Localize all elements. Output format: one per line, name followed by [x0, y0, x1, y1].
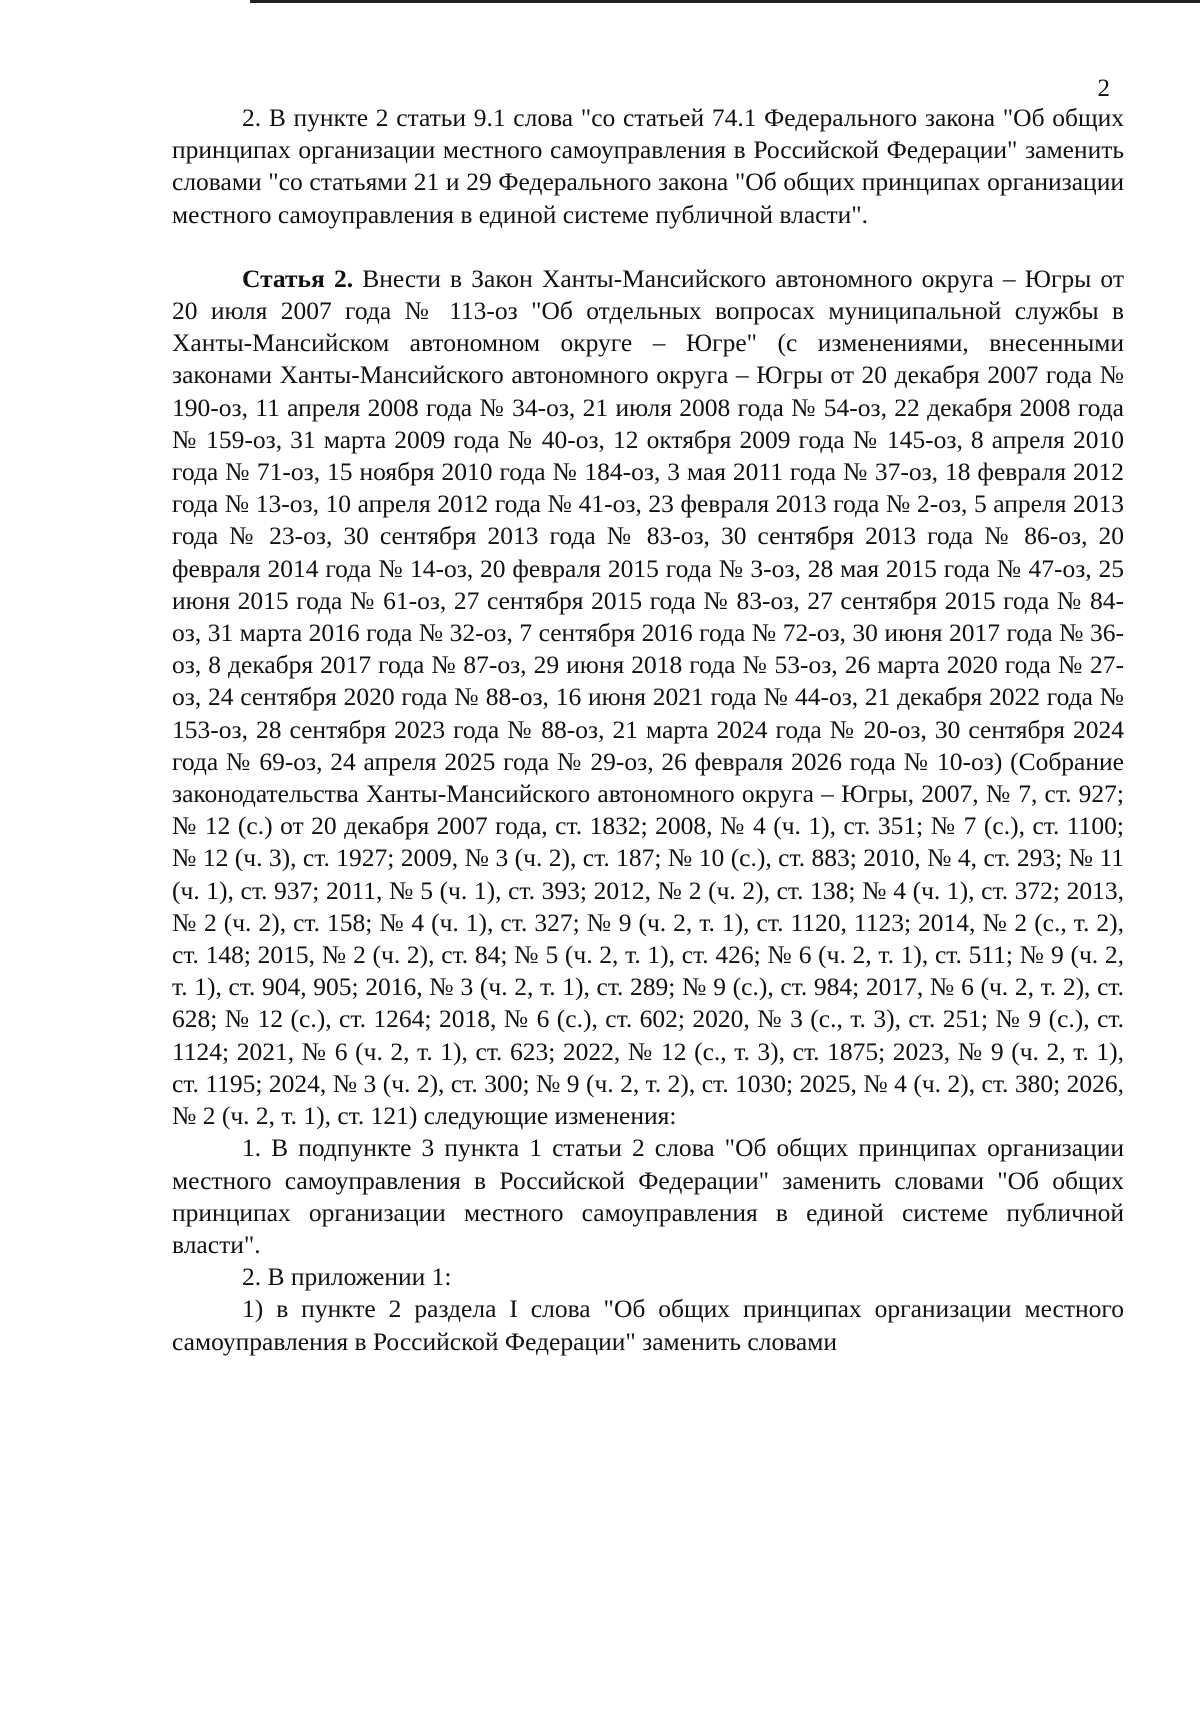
- paragraph-subitem-2-1: 1) в пункте 2 раздела I слова "Об общих принципах организации местного самоуправления в Российской Федерации" заменить словами: [172, 1294, 1124, 1356]
- paragraph-subitem-1: 1. В подпункте 3 пункта 1 статьи 2 слова "Об общих принципах организации местного самоуправления в Российской Федерации" заменить словами "Об общих принципах организации местного самоуправления в единой системе публичной власти".: [172, 1133, 1124, 1259]
- page-number: 2: [1097, 75, 1110, 102]
- paragraph-article-2: [172, 263, 1124, 1132]
- document-body: [172, 102, 1124, 1358]
- article-2-text: Внести в Закон Ханты-Мансийского автономного округа – Югры от 20 июля 2007 года № 113-оз "Об отдельных вопросах муниципальной службы в Ханты-Мансийском автономном округе – Югре" (с изменениями, внесенными законами Ханты-Мансийского автономного округа – Югры от 20 декабря 2007 года № 190-оз, 11 апреля 2008 года № 34-оз, 21 июля 2008 года № 54-оз, 22 декабря 2008 года № 159-оз, 31 марта 2009 года № 40-оз, 12 октября 2009 года № 145-оз, 8 апреля 2010 года № 71-оз, 15 ноября 2010 года № 184-оз, 3 мая 2011 года № 37-оз, 18 февраля 2012 года № 13-оз, 10 апреля 2012 года № 41-оз, 23 февраля 2013 года № 2-оз, 5 апреля 2013 года № 23-оз, 30 сентября 2013 года № 83-оз, 30 сентября 2013 года № 86-оз, 20 февраля 2014 года № 14-оз, 20 февраля 2015 года № 3-оз, 28 мая 2015 года № 47-оз, 25 июня 2015 года № 61-оз, 27 сентября 2015 года № 83-оз, 27 сентября 2015 года № 84-оз, 31 марта 2016 года № 32-оз, 7 сентября 2016 года № 72-оз, 30 июня 2017 года № 36-оз, 8 декабря 2017 года № 87-оз, 29 июня 2018 года № 53-оз, 26 марта 2020 года № 27-оз, 24 сентября 2020 года № 88-оз, 16 июня 2021 года № 44-оз, 21 декабря 2022 года № 153-оз, 28 сентября 2023 года № 88-оз, 21 марта 2024 года № 20-оз, 30 сентября 2024 года № 69-оз, 24 апреля 2025 года № 29-оз, 26 февраля 2026 года № 10-оз) (Собрание законодательства Ханты-Мансийского автономного округа – Югры, 2007, № 7, ст. 927; № 12 (с.) от 20 декабря 2007 года, ст. 1832; 2008, № 4 (ч. 1), ст. 351; № 7 (с.), ст. 1100; № 12 (ч. 3), ст. 1927; 2009, № 3 (ч. 2), ст. 187; № 10 (с.), ст. 883; 2010, № 4, ст. 293; № 11 (ч. 1), ст. 937; 2011, № 5 (ч. 1), ст. 393; 2012, № 2 (ч. 2), ст. 138; № 4 (ч. 1), ст. 372; 2013, № 2 (ч. 2), ст. 158; № 4 (ч. 1), ст. 327; № 9 (ч. 2, т. 1), ст. 1120, 1123; 2014, № 2 (с., т. 2), ст. 148; 2015, № 2 (ч. 2), ст. 84; № 5 (ч. 2, т. 1), ст. 426; № 6 (ч. 2, т. 1), ст. 511; № 9 (ч. 2, т. 1), ст. 904, 905; 2016, № 3 (ч. 2, т. 1), ст. 289; № 9 (с.), ст. 984; 2017, № 6 (ч. 2, т. 2), ст. 628; № 12 (с.), ст. 1264; 2018, № 6 (с.), ст. 602; 2020, № 3 (с., т. 3), ст. 251; № 9 (с.), ст. 1124; 2021, № 6 (ч. 2, т. 1), ст. 623; 2022, № 12 (с., т. 3), ст. 1875; 2023, № 9 (ч. 2, т. 1), ст. 1195; 2024, № 3 (ч. 2), ст. 300; № 9 (ч. 2, т. 2), ст. 1030; 2025, № 4 (ч. 2), ст. 380; 2026, № 2 (ч. 2, т. 1), ст. 121) следующие изменения:: [172, 263, 1124, 1131]
- scan-edge-line: [250, 0, 1200, 3]
- paragraph-item-2-article-9-1: 2. В пункте 2 статьи 9.1 слова "со статьей 74.1 Федерального закона "Об общих принципах организации местного самоуправления в Российской Федерации" заменить словами "со статьями 21 и 29 Федерального закона "Об общих принципах организации местного самоуправления в единой системе публичной власти".: [172, 103, 1124, 229]
- article-2-label: Статья 2.: [242, 263, 354, 293]
- paragraph-subitem-2: 2. В приложении 1:: [242, 1262, 452, 1292]
